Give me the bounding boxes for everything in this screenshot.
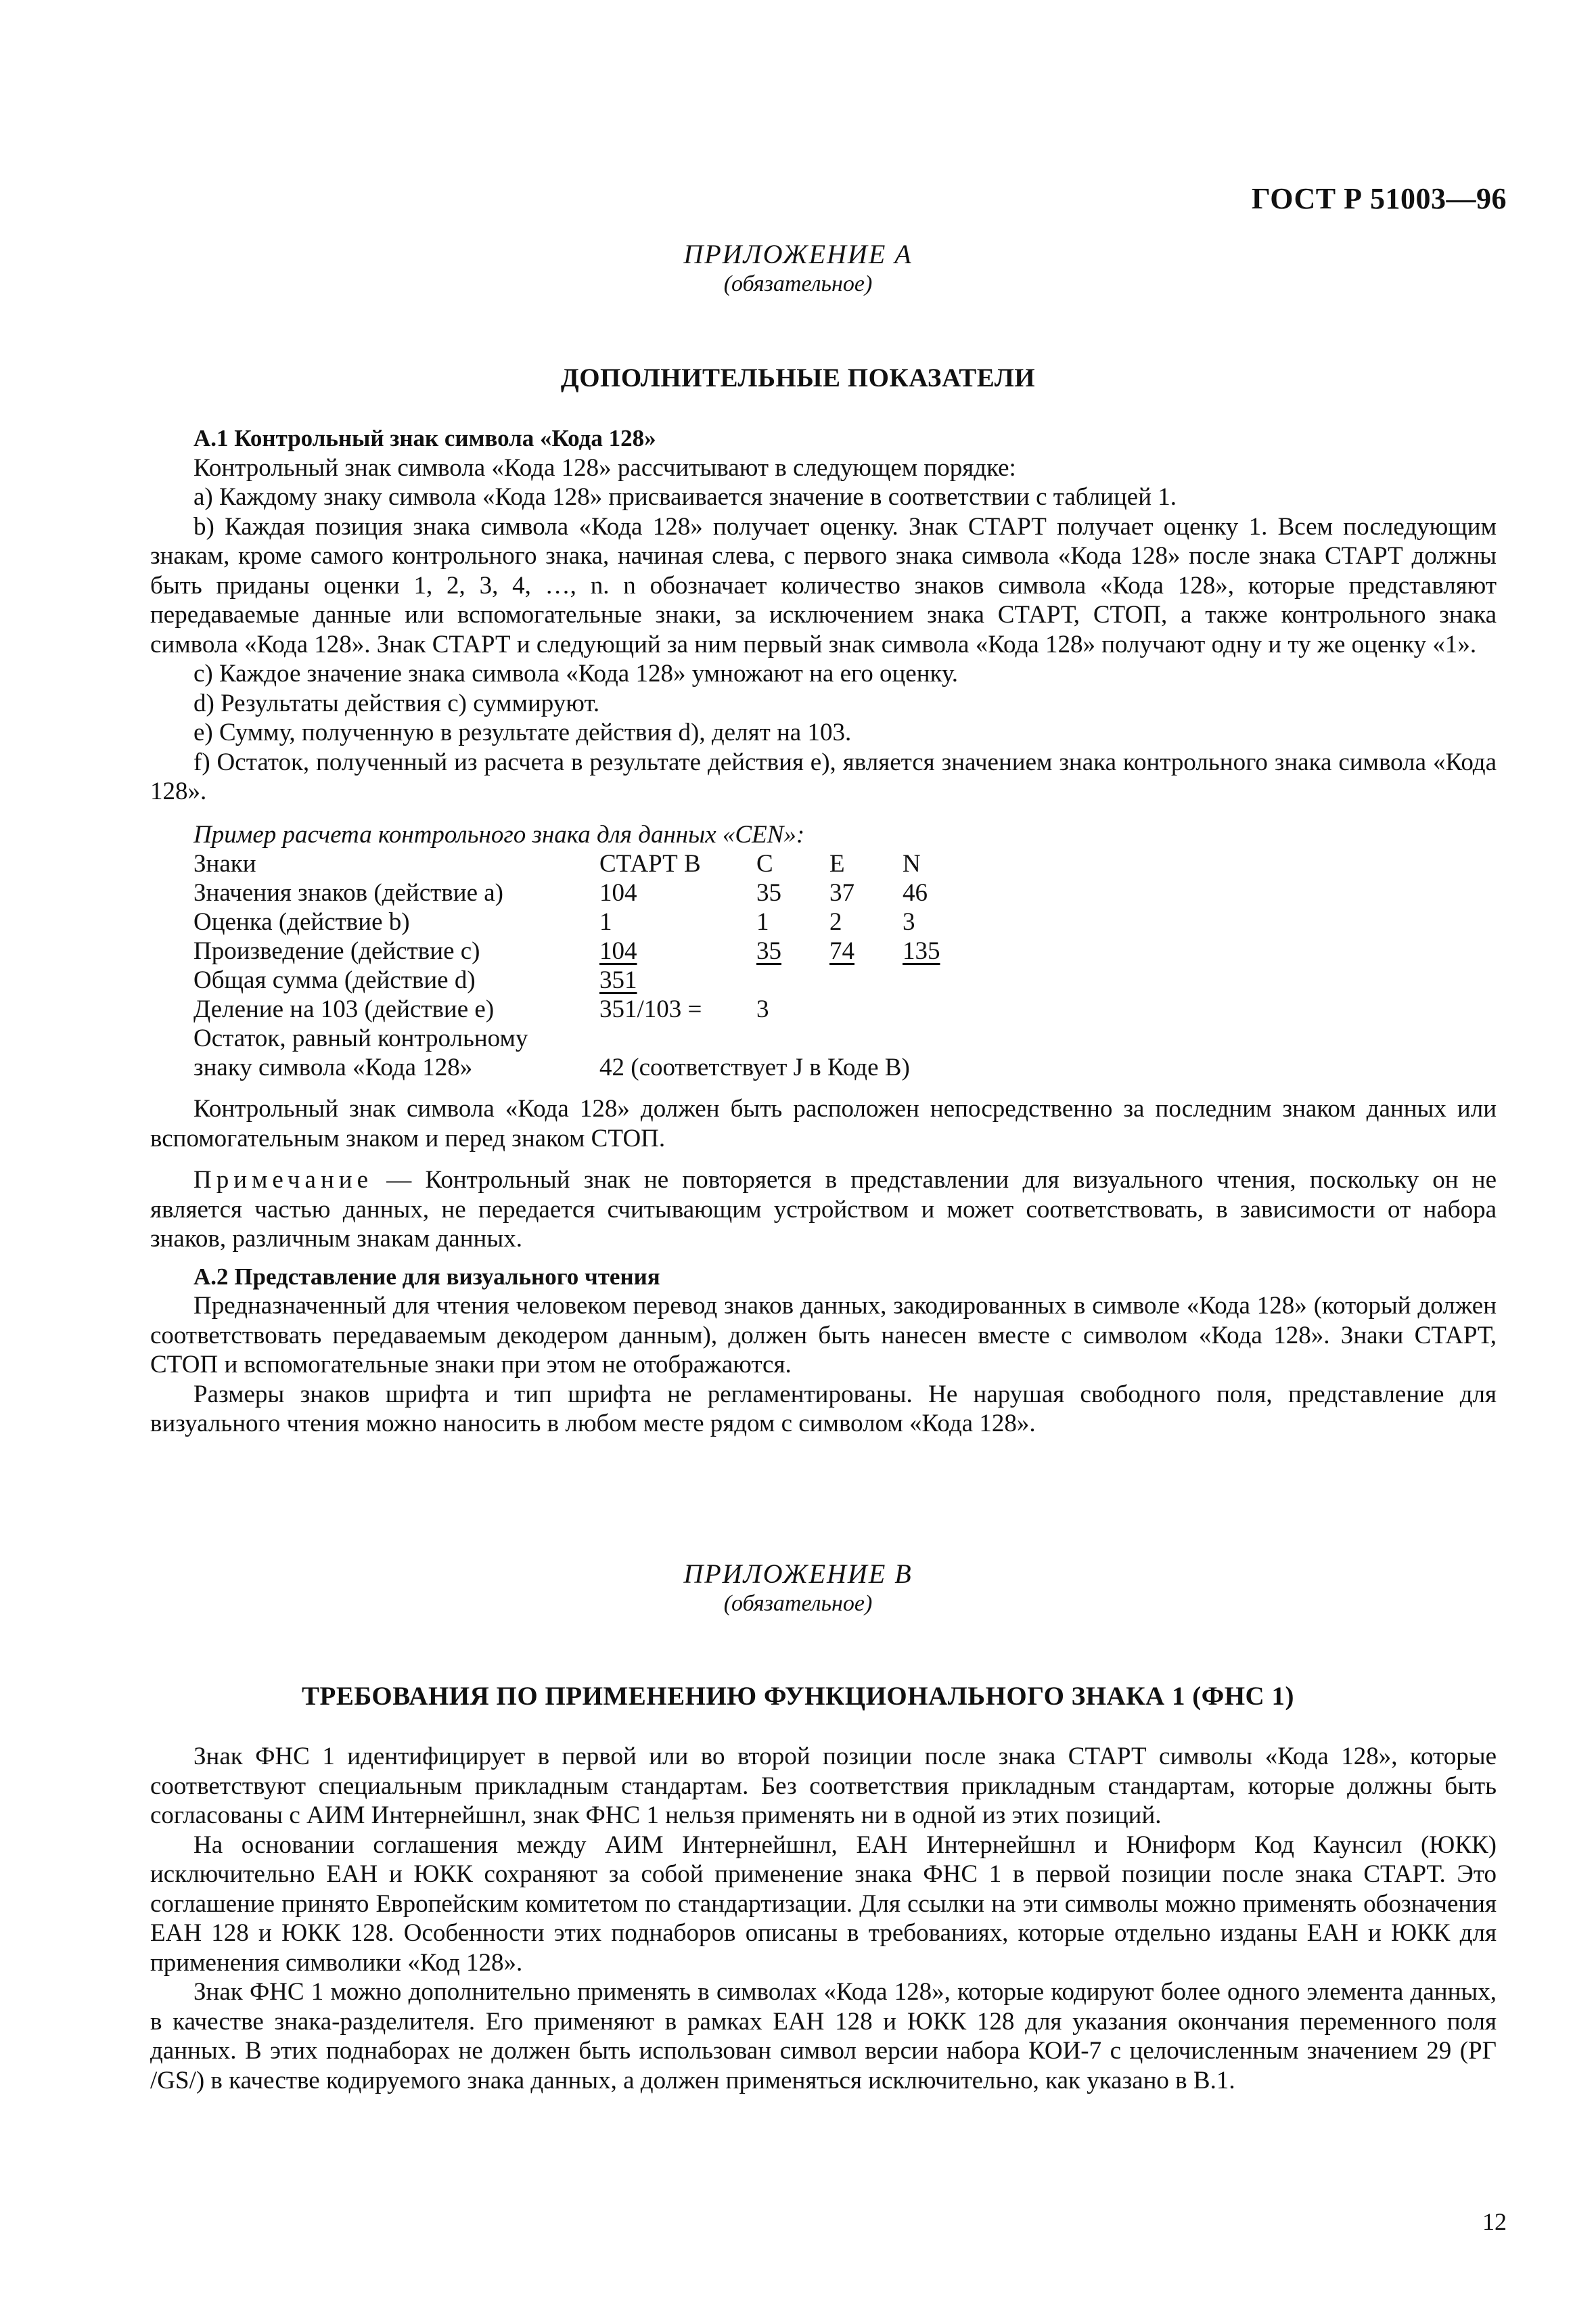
a2-paragraph-2: Размеры знаков шрифта и тип шрифта не регламентированы. Не нарушая свободного поля, представление для визуального чтения можно наносить в любом месте рядом с символом «Кода 128». [150, 1380, 1497, 1437]
annex-a-status: (обязательное) [723, 271, 873, 296]
cell-c: 3 [756, 995, 769, 1023]
cell-n [903, 995, 970, 1024]
row-label: Знаки [193, 850, 256, 878]
example-title [150, 820, 1497, 850]
cell-e [829, 966, 903, 995]
a1-heading [150, 424, 1497, 453]
a2-paragraph-1: Предназначенный для чтения человеком перевод знаков данных, закодированных в символе «Кода 128» (который должен соответствовать передаваемым декодером данным), должен быть нанесен вместе с символом «Кода 128». Знаки СТАРТ, СТОП и вспомогательные знаки при этом не отображаются. [150, 1292, 1497, 1378]
table-row [193, 937, 970, 966]
annex-a-body [150, 424, 1497, 1439]
a1-item-d: d) Результаты действия с) суммируют. [193, 689, 600, 717]
annex-b-body [150, 1742, 1497, 2095]
cell-c [756, 937, 829, 966]
annex-b-paragraph-1: Знак ФНС 1 идентифицирует в первой или во второй позиции после знака СТАРТ символы «Кода 128», которые соответствуют специальным прикладным стандартам. Без соответствия прикладным стандартам, которые должны быть согласованы с АИМ Интернейшнл, знак ФНС 1 нельзя применять ни в одной из этих позиций. [150, 1743, 1497, 1829]
cell-e [829, 995, 903, 1024]
cell-start [599, 966, 756, 995]
annex-b-heading: ТРЕБОВАНИЯ ПО ПРИМЕНЕНИЮ ФУНКЦИОНАЛЬНОГО ЗНАКА 1 (ФНС 1) [302, 1682, 1294, 1711]
row-label: Произведение (действие с) [193, 937, 480, 965]
annex-b-status: (обязательное) [723, 1591, 873, 1616]
table-row [193, 907, 970, 937]
cell-e: 2 [829, 908, 842, 936]
check-digit-example-table [193, 849, 970, 1082]
placement-text: Контрольный знак символа «Кода 128» должен быть расположен непосредственно за последним знаком данных или вспомогательным знаком и перед знаком СТОП. [150, 1095, 1497, 1152]
underlined-value: 35 [756, 937, 781, 965]
a1-item-b: b) Каждая позиция знака символа «Кода 128» получает оценку. Знак СТАРТ получает оценку 1. Всем последующим знакам, кроме самого контрольного знака, начиная слева, с первого знака символа «Кода 128» после знака СТАРТ должны быть приданы оценки 1, 2, 3, 4, …, n. n обозначает количество знаков символа «Кода 128», которые представляют передаваемые данные или вспомогательные знаки, за исключением знака СТАРТ, СТОП, а также контрольного знака символа «Кода 128». Знак СТАРТ и следующий за ним первый знак символа «Кода 128» получают одну и ту же оценку «1». [150, 512, 1497, 658]
annex-a-heading: ДОПОЛНИТЕЛЬНЫЕ ПОКАЗАТЕЛИ [560, 363, 1036, 392]
a1-heading-text: А.1 Контрольный знак символа «Кода 128» [193, 425, 656, 451]
a2-heading [150, 1262, 1497, 1292]
row-label: Общая сумма (действие d) [193, 966, 476, 994]
page-number: 12 [1482, 2208, 1507, 2235]
underlined-value: 135 [903, 937, 940, 965]
row-label: знаку символа «Кода 128» [193, 1054, 473, 1081]
cell-n: 46 [903, 879, 928, 907]
cell-n [903, 937, 970, 966]
a1-item-a: а) Каждому знаку символа «Кода 128» присваивается значение в соответствии с таблицей 1. [193, 483, 1177, 511]
annex-b-paragraph-2: На основании соглашения между АИМ Интернейшнл, ЕАН Интернейшнл и Юниформ Код Каунсил (ЮКК) исключительно ЕАН и ЮКК сохраняют за собой применение знака ФНС 1 в первой позиции после знака СТАРТ. Это соглашение принято Европейским комитетом по стандартизации. Для ссылки на эти символы можно применять обозначения ЕАН 128 и ЮКК 128. Особенности этих поднаборов описаны в требованиях, которые отдельно изданы ЕАН и ЮКК для применения символики «Код 128». [150, 1831, 1497, 1977]
row-label: Остаток, равный контрольному [193, 1025, 528, 1052]
table-row [193, 1053, 970, 1082]
a1-item-c: c) Каждое значение знака символа «Кода 128» умножают на его оценку. [193, 660, 959, 688]
cell-c [756, 966, 829, 995]
row-label: Значения знаков (действие а) [193, 879, 503, 907]
cell-start: 351/103 = [599, 995, 702, 1023]
a1-item-e: e) Сумму, полученную в результате действия d), делят на 103. [193, 719, 852, 746]
row-label: Оценка (действие b) [193, 908, 410, 936]
row-label: Деление на 103 (действие е) [193, 995, 495, 1023]
underlined-value: 74 [829, 937, 854, 965]
cell-c: С [756, 850, 773, 878]
document-code: ГОСТ Р 51003—96 [1251, 182, 1507, 215]
note-label: Примечание [193, 1166, 373, 1194]
a1-item-f: f) Остаток, полученный из расчета в результате действия е), является значением знака контрольного знака символа «Кода 128». [150, 748, 1497, 805]
cell-e: Е [829, 850, 845, 878]
table-row [193, 995, 970, 1024]
cell-start: СТАРТ В [599, 850, 701, 878]
a1-intro: Контрольный знак символа «Кода 128» рассчитывают в следующем порядке: [193, 453, 1016, 482]
table-row [193, 849, 970, 878]
cell-result: 42 (соответствует J в Коде В) [599, 1054, 910, 1081]
cell-e: 37 [829, 879, 854, 907]
underlined-value: 104 [599, 937, 637, 965]
table-row [193, 878, 970, 907]
table-row [193, 966, 970, 995]
cell-n: N [903, 850, 921, 878]
example-title-text: Пример расчета контрольного знака для данных «CEN»: [193, 820, 805, 849]
annex-b-paragraph-3: Знак ФНС 1 можно дополнительно применять в символах «Кода 128», которые кодируют более одного элемента данных, в качестве знака-разделителя. Его применяют в рамках ЕАН 128 и ЮКК 128 для указания окончания переменного поля данных. В этих поднаборах не должен быть использован символ версии набора КОИ-7 с целочисленным значением 29 (РГ /GS/) в качестве кодируемого знака данных, а должен применяться исключительно, как указано в В.1. [150, 1978, 1497, 2094]
cell-n [903, 966, 970, 995]
cell-start: 1 [599, 908, 612, 936]
cell-start [599, 937, 756, 966]
a2-heading-text: А.2 Представление для визуального чтения [193, 1263, 660, 1290]
note-text: — Контрольный знак не повторяется в представлении для визуального чтения, поскольку он не является частью данных, не передается считывающим устройством и может соответствовать, в зависимости от набора знаков, различным знакам данных. [150, 1166, 1497, 1253]
cell-n: 3 [903, 908, 915, 936]
table-row [193, 1024, 970, 1053]
cell-e [829, 937, 903, 966]
note [150, 1165, 1497, 1254]
annex-a-title: ПРИЛОЖЕНИЕ А [683, 239, 913, 269]
annex-b-title: ПРИЛОЖЕНИЕ В [683, 1558, 913, 1589]
cell-c: 1 [756, 908, 769, 936]
underlined-value: 351 [599, 966, 637, 994]
cell-c: 35 [756, 879, 781, 907]
cell-start: 104 [599, 879, 637, 907]
